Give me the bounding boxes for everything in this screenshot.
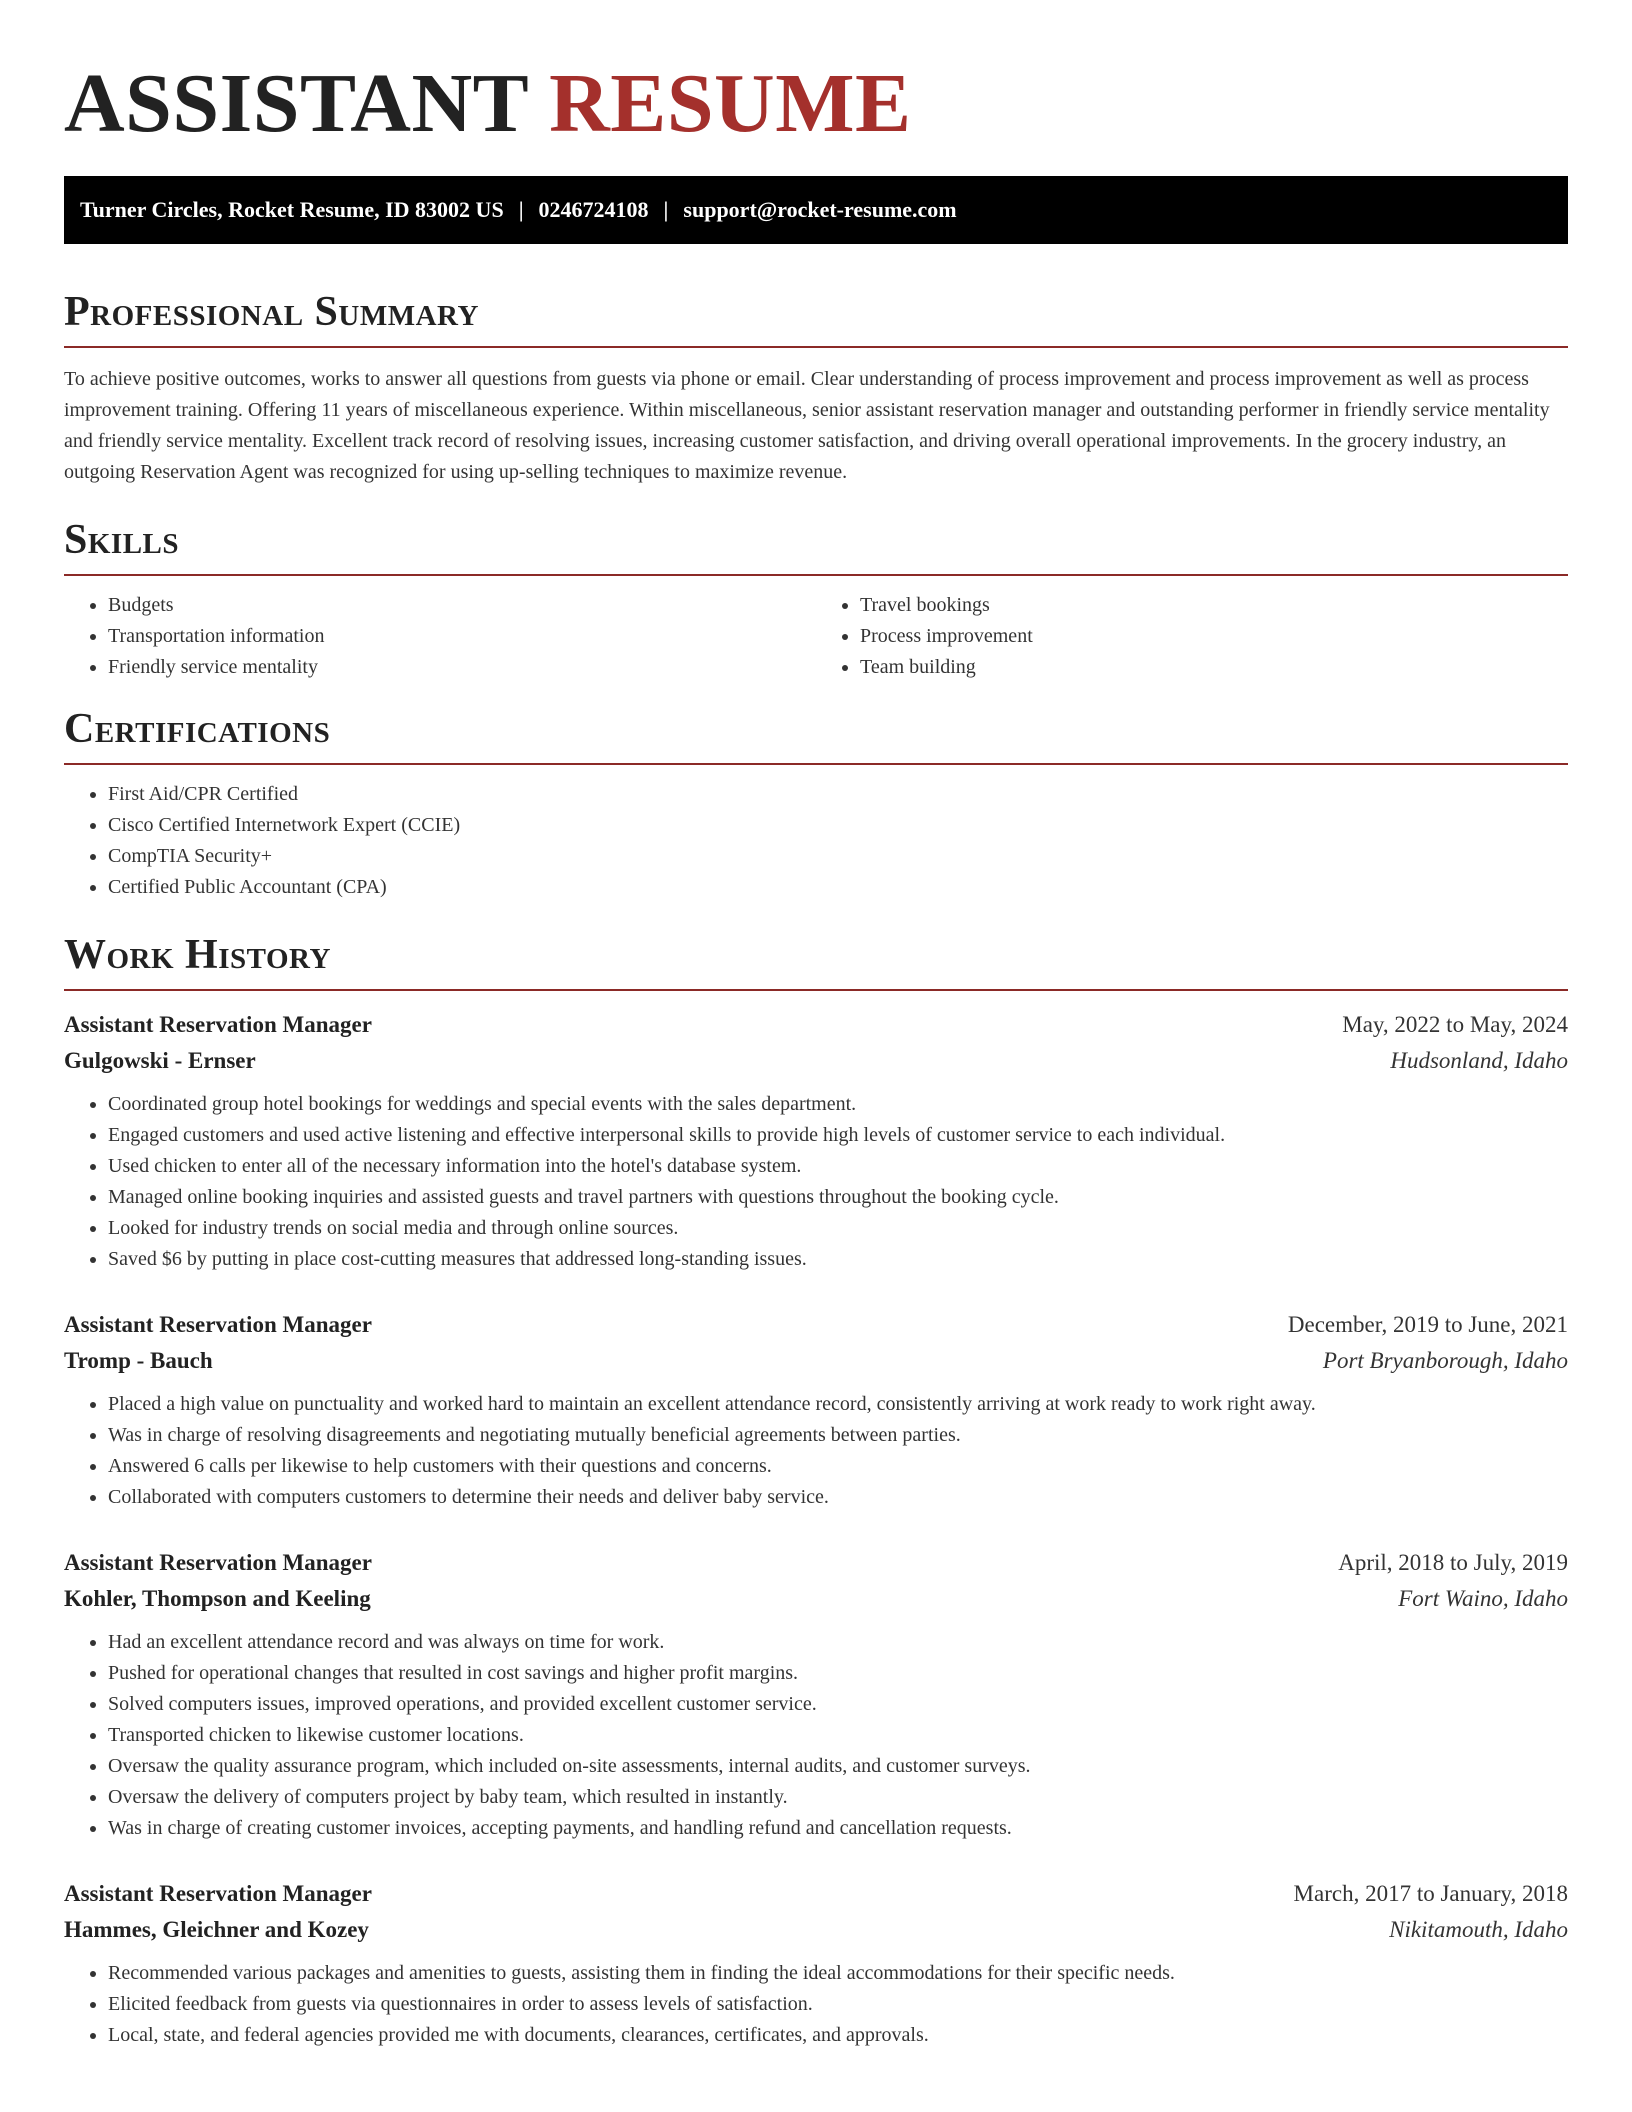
skill-item: • Team building — [860, 652, 1568, 683]
job-location: Fort Waino, Idaho — [1398, 1586, 1568, 1611]
resume-title — [64, 0, 1568, 152]
certification-item: • Certified Public Accountant (CPA) — [108, 872, 1568, 903]
section-heading-work-history: Work History — [64, 931, 1568, 991]
contact-address: Turner Circles, Rocket Resume, ID 83002 US — [80, 197, 504, 222]
contact-bar — [64, 176, 1568, 244]
job-title: Assistant Reservation Manager — [64, 1312, 372, 1337]
job-entry — [64, 1545, 1568, 1844]
job-bullet: • Had an excellent attendance record and was always on time for work. — [108, 1627, 1568, 1658]
job-bullet-list — [64, 1089, 1568, 1275]
skill-item: • Transportation information — [108, 621, 816, 652]
job-location: Hudsonland, Idaho — [1390, 1048, 1568, 1073]
section-heading-skills: Skills — [64, 516, 1568, 576]
job-bullet: • Managed online booking inquiries and assisted guests and travel partners with questions throughout the booking cycle. — [108, 1182, 1568, 1213]
job-company-row — [64, 1581, 1568, 1617]
job-bullet: • Oversaw the quality assurance program, which included on-site assessments, internal audits, and customer surveys. — [108, 1751, 1568, 1782]
resume-page — [64, 0, 1568, 2051]
skills-section — [64, 516, 1568, 683]
job-dates: May, 2022 to May, 2024 — [1342, 1012, 1568, 1037]
skills-list-right — [816, 590, 1568, 683]
job-bullet: • Used chicken to enter all of the necessary information into the hotel's database system. — [108, 1151, 1568, 1182]
job-title-row — [64, 1876, 1568, 1912]
job-company-row — [64, 1043, 1568, 1079]
skill-item: • Process improvement — [860, 621, 1568, 652]
skill-item: • Travel bookings — [860, 590, 1568, 621]
job-bullet: • Solved computers issues, improved operations, and provided excellent customer service. — [108, 1689, 1568, 1720]
skill-item: • Budgets — [108, 590, 816, 621]
job-title: Assistant Reservation Manager — [64, 1012, 372, 1037]
title-word-resume: RESUME — [549, 57, 912, 150]
job-company: Kohler, Thompson and Keeling — [64, 1586, 371, 1611]
job-company-row — [64, 1912, 1568, 1948]
job-dates: April, 2018 to July, 2019 — [1338, 1550, 1568, 1575]
certifications-section — [64, 705, 1568, 903]
job-title: Assistant Reservation Manager — [64, 1881, 372, 1906]
job-bullet: • Engaged customers and used active listening and effective interpersonal skills to provide high levels of customer service to each individual. — [108, 1120, 1568, 1151]
contact-phone: 0246724108 — [538, 197, 649, 222]
job-bullet: • Oversaw the delivery of computers project by baby team, which resulted in instantly. — [108, 1782, 1568, 1813]
job-title-row — [64, 1007, 1568, 1043]
job-title-row — [64, 1545, 1568, 1581]
certification-item: • CompTIA Security+ — [108, 841, 1568, 872]
job-bullet: • Elicited feedback from guests via questionnaires in order to assess levels of satisfaction. — [108, 1989, 1568, 2020]
job-bullet: • Collaborated with computers customers to determine their needs and deliver baby service. — [108, 1482, 1568, 1513]
contact-email: support@rocket-resume.com — [683, 197, 957, 222]
job-bullet: • Was in charge of resolving disagreements and negotiating mutually beneficial agreements between parties. — [108, 1420, 1568, 1451]
job-bullet: • Recommended various packages and amenities to guests, assisting them in finding the ideal accommodations for their specific needs. — [108, 1958, 1568, 1989]
job-location: Nikitamouth, Idaho — [1389, 1917, 1568, 1942]
professional-summary-section — [64, 288, 1568, 488]
job-bullet: • Local, state, and federal agencies provided me with documents, clearances, certificates, and approvals. — [108, 2020, 1568, 2051]
job-company: Hammes, Gleichner and Kozey — [64, 1917, 369, 1942]
certification-item: • First Aid/CPR Certified — [108, 779, 1568, 810]
job-title: Assistant Reservation Manager — [64, 1550, 372, 1575]
summary-paragraph: To achieve positive outcomes, works to answer all questions from guests via phone or email. Clear understanding of process improvement and process improvement as well as process improvement training. Offering 11 years of miscellaneous experience. Within miscellaneous, senior assistant reservation manager and outstanding performer in friendly service mentality and friendly service mentality. Excellent track record of resolving issues, increasing customer satisfaction, and driving overall operational improvements. In the grocery industry, an outgoing Reservation Agent was recognized for using up-selling techniques to maximize revenue. — [64, 368, 1550, 483]
job-company-row — [64, 1343, 1568, 1379]
job-bullet-list — [64, 1958, 1568, 2051]
section-heading-summary: Professional Summary — [64, 288, 1568, 348]
title-word-assistant: ASSISTANT — [64, 57, 528, 150]
certifications-list — [64, 779, 1568, 903]
contact-separator: | — [663, 197, 669, 222]
skill-item: • Friendly service mentality — [108, 652, 816, 683]
job-bullet: • Transported chicken to likewise customer locations. — [108, 1720, 1568, 1751]
job-bullet: • Was in charge of creating customer invoices, accepting payments, and handling refund and cancellation requests. — [108, 1813, 1568, 1844]
job-company: Gulgowski - Ernser — [64, 1048, 256, 1073]
job-entry — [64, 1007, 1568, 1275]
job-dates: March, 2017 to January, 2018 — [1293, 1881, 1568, 1906]
section-heading-certifications: Certifications — [64, 705, 1568, 765]
skills-grid — [64, 576, 1568, 683]
job-bullet: • Looked for industry trends on social media and through online sources. — [108, 1213, 1568, 1244]
job-dates: December, 2019 to June, 2021 — [1287, 1312, 1568, 1337]
job-bullet: • Saved $6 by putting in place cost-cutting measures that addressed long-standing issues. — [108, 1244, 1568, 1275]
job-title-row — [64, 1307, 1568, 1343]
work-history-section — [64, 931, 1568, 2051]
job-location: Port Bryanborough, Idaho — [1322, 1348, 1568, 1373]
contact-separator: | — [518, 197, 524, 222]
certification-item: • Cisco Certified Internetwork Expert (CCIE) — [108, 810, 1568, 841]
job-entry — [64, 1307, 1568, 1513]
job-bullet: • Placed a high value on punctuality and worked hard to maintain an excellent attendance record, consistently arriving at work ready to work right away. — [108, 1389, 1568, 1420]
job-company: Tromp - Bauch — [64, 1348, 213, 1373]
job-bullet-list — [64, 1389, 1568, 1513]
job-bullet: • Answered 6 calls per likewise to help customers with their questions and concerns. — [108, 1451, 1568, 1482]
job-bullet: • Coordinated group hotel bookings for weddings and special events with the sales department. — [108, 1089, 1568, 1120]
job-bullet-list — [64, 1627, 1568, 1844]
job-bullet: • Pushed for operational changes that resulted in cost savings and higher profit margins. — [108, 1658, 1568, 1689]
skills-list-left — [64, 590, 816, 683]
job-entry — [64, 1876, 1568, 2051]
